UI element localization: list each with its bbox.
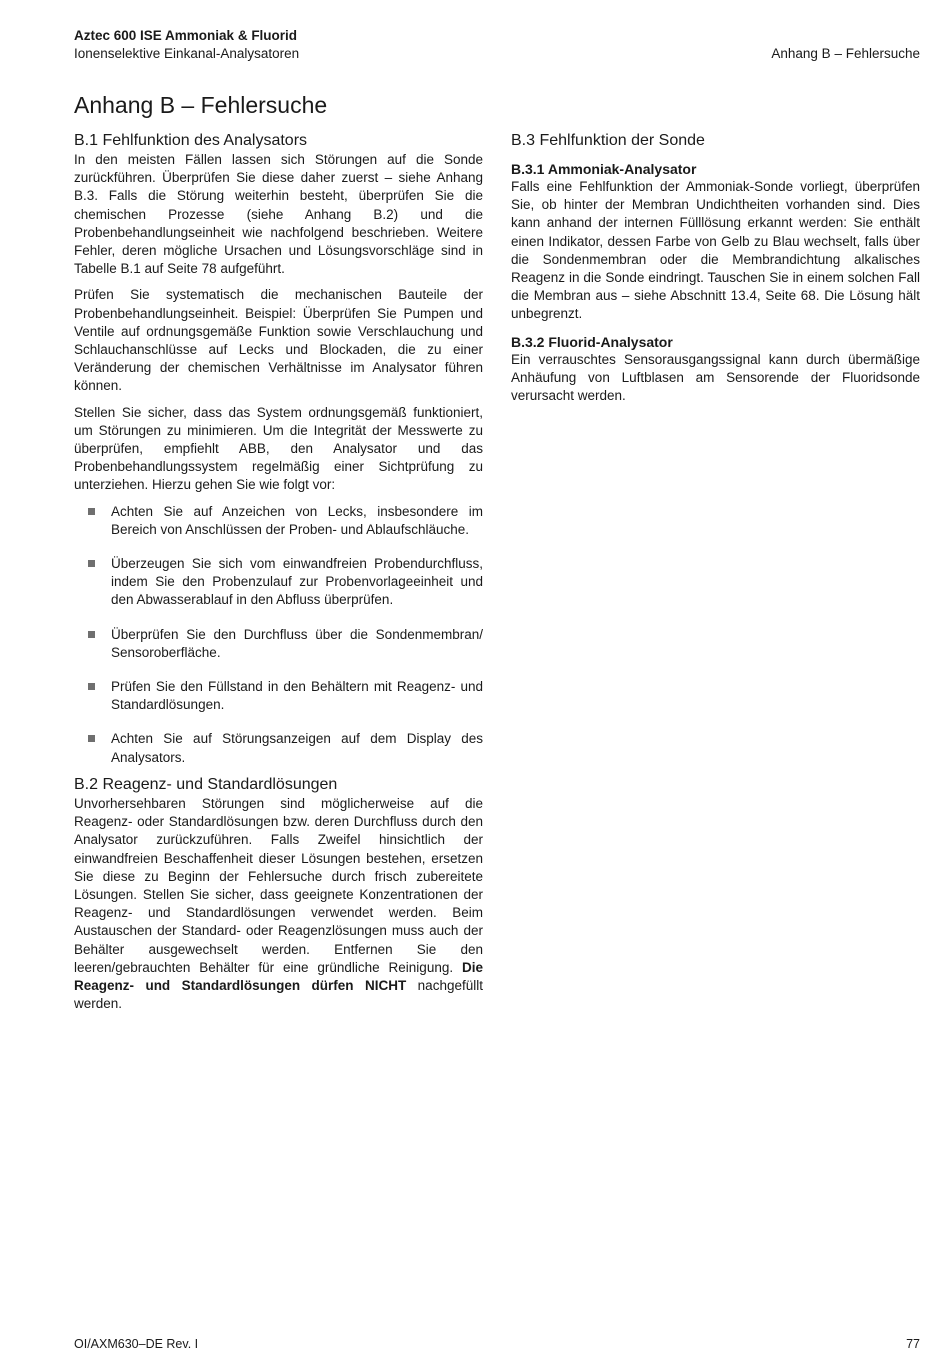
- section-b32-heading: B.3.2 Fluorid-Analysator: [511, 333, 673, 350]
- section-b1-heading: B.1 Fehlfunktion des Analysators: [74, 132, 308, 149]
- section-b3-heading: B.3 Fehlfunktion der Sonde: [511, 132, 705, 149]
- section-b31-paragraph: Falls eine Fehlfunktion der Ammoniak-Sonde vorliegt, überprüfen Sie, ob hinter der Membran Undichtheiten vorhanden sind. Dies kann anhand der internen Fülllösung erkannt werden: Sie enthält einen Indikator, dessen Farbe von Gelb zu Blau wechselt, falls über die Sondenmembran oder die Membrandichtung alkalisches Reagenz in die Sonde eindringt. Tauschen Sie in einem solchen Fall die Membran aus – siehe Abschnitt 13.4, Seite 68. Die Lösung hält unbegrenzt.: [511, 179, 920, 322]
- square-bullet-icon: [88, 735, 95, 742]
- right-column: [511, 131, 920, 405]
- inspection-checklist: [74, 503, 483, 767]
- section-b1-paragraph-2: Prüfen Sie systematisch die mechanischen Bauteile der Probenbehandlungseinheit. Beispiel: Überprüfen Sie Pumpen und Ventile auf ordnungsgemäße Funktion sowie Verschlauchung und Schlauchanschlüsse auf Lecks und Blockaden, die zu einer Veränderung der chemischen Verhältnisse im Analysator führen können.: [74, 287, 483, 394]
- page-title: Anhang B – Fehlersuche: [74, 92, 328, 118]
- warning-emphasis: Die Reagenz- und Standardlösungen dürfen NICHT: [74, 959, 483, 993]
- header-section-title: Anhang B – Fehlersuche: [771, 46, 920, 61]
- list-item: Achten Sie auf Anzeichen von Lecks, insbesondere im Bereich von Anschlüssen der Proben- und Ablaufschläuche.: [74, 503, 483, 539]
- page-number: 77: [906, 1337, 920, 1351]
- square-bullet-icon: [88, 560, 95, 567]
- section-b2-heading: B.2 Reagenz- und Standardlösungen: [74, 775, 338, 793]
- section-b1-paragraph-1: In den meisten Fällen lassen sich Störungen auf die Sonde zurückführen. Überprüfen Sie diese daher zuerst – siehe Anhang B.3. Falls die Störung weiterhin besteht, überprüfen Sie die chemischen Prozesse (siehe Anhang B.2) und die Probenbehandlungseinheit wie nachfolgend beschrieben. Weitere Fehler, deren mögliche Ursachen und Lösungsvorschläge sind in Tabelle B.1 auf Seite 78 aufgeführt.: [74, 152, 483, 277]
- list-item: Prüfen Sie den Füllstand in den Behältern mit Reagenz- und Standardlösungen.: [74, 678, 483, 714]
- list-item: Achten Sie auf Störungsanzeigen auf dem Display des Analysators.: [74, 730, 483, 766]
- list-item: Überprüfen Sie den Durchfluss über die Sondenmembran/ Sensoroberfläche.: [74, 626, 483, 662]
- product-subtitle: Ionenselektive Einkanal-Analysatoren: [74, 46, 300, 61]
- product-name: Aztec 600 ISE Ammoniak & Fluorid: [74, 28, 298, 43]
- section-b31-heading: B.3.1 Ammoniak-Analysator: [511, 161, 697, 177]
- left-column: [74, 131, 483, 1013]
- section-b2-paragraph: Unvorhersehbaren Störungen sind möglicherweise auf die Reagenz- oder Standardlösungen bzw. deren Durchfluss durch den Analysator zurückzuführen. Falls Zweifel hinsichtlich der einwandfreien Beschaffenheit dieser Lösungen bestehen, ersetzen Sie diese zu Beginn der Fehlersuche durch frisch zubereitete Lösungen. Stellen Sie sicher, dass geeignete Konzentrationen der Reagenz- und Standardlösungen verwendet werden. Beim Austauschen der Standard- oder Reagenzlösungen muss auch der Behälter ausgewechselt werden. Entfernen Sie den leeren/gebrauchten Behälter für eine gründliche Reinigung. Die Reagenz- und Standardlösungen dürfen NICHT nachgefüllt werden.: [74, 795, 483, 1012]
- running-header: [74, 27, 299, 63]
- list-item: Überzeugen Sie sich vom einwandfreien Probendurchfluss, indem Sie den Probenzulauf zur Probenvorlageeinheit und den Abwasserablauf in den Abfluss überprüfen.: [74, 555, 483, 610]
- section-b32-paragraph: Ein verrauschtes Sensorausgangssignal kann durch übermäßige Anhäufung von Luftblasen am Sensorende der Fluoridsonde verursacht werden.: [511, 351, 920, 404]
- square-bullet-icon: [88, 631, 95, 638]
- footer-document-id: OI/AXM630–DE Rev. I: [74, 1337, 199, 1351]
- square-bullet-icon: [88, 683, 95, 690]
- section-b1-paragraph-3: Stellen Sie sicher, dass das System ordnungsgemäß funktioniert, um Störungen zu minimieren. Um die Integrität der Messwerte zu überprüfen, empfiehlt ABB, den Analysator und das Probenbehandlungssystem regelmäßig einer Sichtprüfung zu unterziehen. Hierzu gehen Sie wie folgt vor:: [74, 404, 483, 493]
- square-bullet-icon: [88, 508, 95, 515]
